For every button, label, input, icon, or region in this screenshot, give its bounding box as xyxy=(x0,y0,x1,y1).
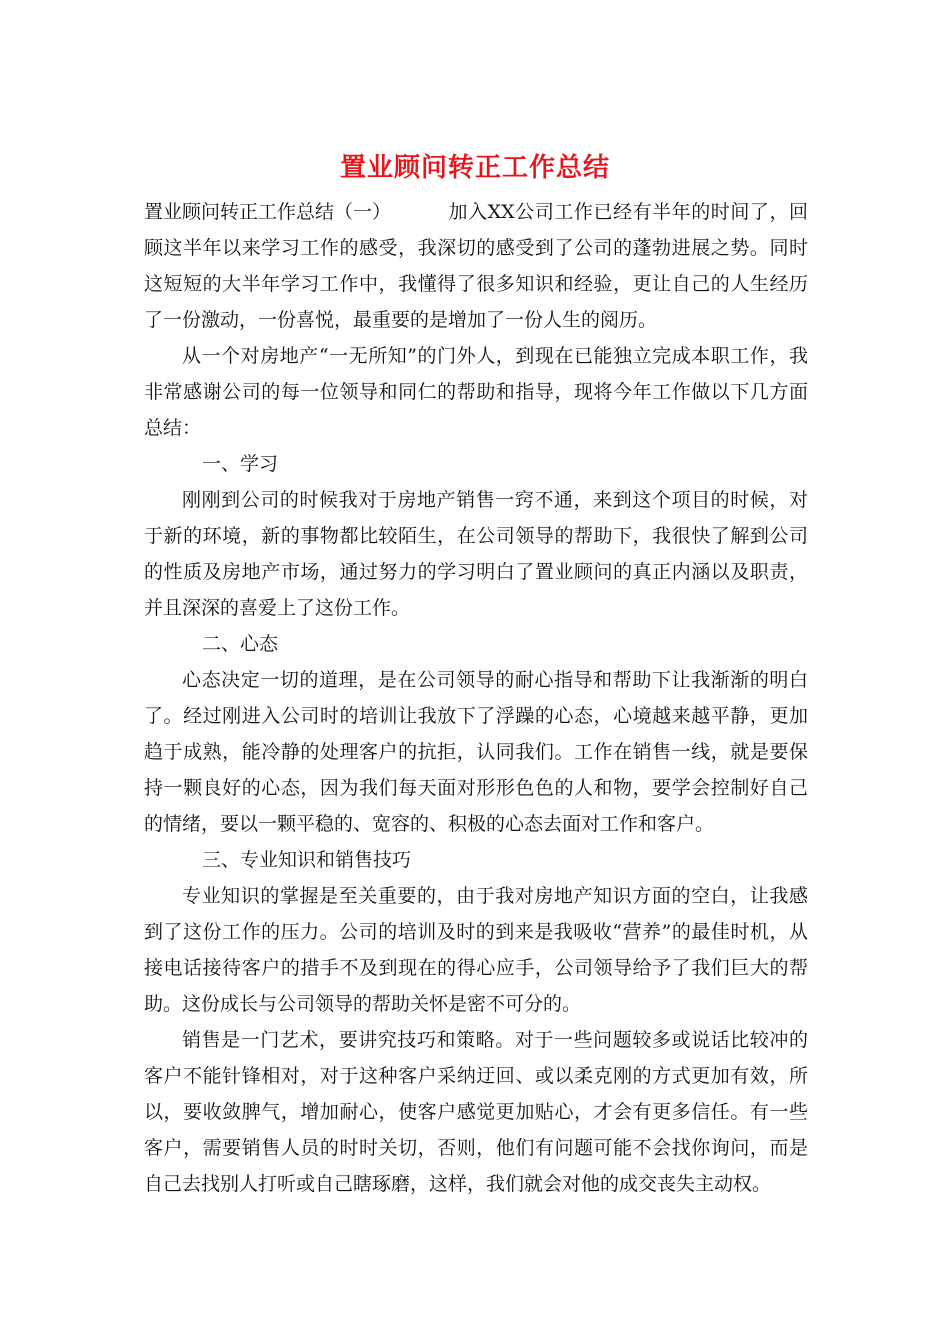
paragraph-study: 刚刚到公司的时候我对于房地产销售一窍不通，来到这个项目的时候，对于新的环境，新的事物都比较陌生，在公司领导的帮助下，我很快了解到公司的性质及房地产市场，通过努力的学习明白了置业顾问的真正内涵以及职责，并且深深的喜爱上了这份工作。 xyxy=(144,489,808,619)
lead-label: 置业顾问转正工作总结（一） xyxy=(144,201,392,223)
paragraph-mindset: 心态决定一切的道理，是在公司领导的耐心指导和帮助下让我渐渐的明白了。经过刚进入公司时的培训让我放下了浮躁的心态，心境越来越平静，更加趋于成熟，能冷静的处理客户的抗拒，认同我们。工作在销售一线，就是要保持一颗良好的心态，因为我们每天面对形形色色的人和物，要学会控制好自己的情绪，要以一颗平稳的、宽容的、积极的心态去面对工作和客户。 xyxy=(144,669,808,835)
paragraph-intro-text: 加入XX公司工作已经有半年的时间了，回顾这半年以来学习工作的感受，我深切的感受到了公司的蓬勃进展之势。同时这短短的大半年学习工作中，我懂得了很多知识和经验，更让自己的人生经历了一份激动，一份喜悦，最重要的是增加了一份人生的阅历。 xyxy=(144,201,808,331)
section-heading-mindset: 二、心态 xyxy=(202,633,279,655)
document-title: 置业顾问转正工作总结 xyxy=(339,153,610,183)
section-heading-skills: 三、专业知识和销售技巧 xyxy=(202,849,412,871)
paragraph-gratitude: 从一个对房地产“一无所知”的门外人，到现在已能独立完成本职工作，我非常感谢公司的每一位领导和同仁的帮助和指导，现将今年工作做以下几方面总结： xyxy=(144,345,808,439)
paragraph-knowledge: 专业知识的掌握是至关重要的，由于我对房地产知识方面的空白，让我感到了这份工作的压力。公司的培训及时的到来是我吸收“营养”的最佳时机，从接电话接待客户的措手不及到现在的得心应手，公司领导给予了我们巨大的帮助。这份成长与公司领导的帮助关怀是密不可分的。 xyxy=(144,885,808,1015)
paragraph-sales: 销售是一门艺术，要讲究技巧和策略。对于一些问题较多或说话比较冲的客户不能针锋相对，对于这种客户采纳迂回、或以柔克刚的方式更加有效，所以，要收敛脾气，增加耐心，使客户感觉更加贴心，才会有更多信任。有一些客户，需要销售人员的时时关切，否则，他们有问题可能不会找你询问，而是自己去找别人打听或自己瞎琢磨，这样，我们就会对他的成交丧失主动权。 xyxy=(144,1029,808,1195)
document-body xyxy=(144,194,808,1202)
paragraph-intro xyxy=(144,194,808,338)
section-heading-study: 一、学习 xyxy=(202,453,279,475)
